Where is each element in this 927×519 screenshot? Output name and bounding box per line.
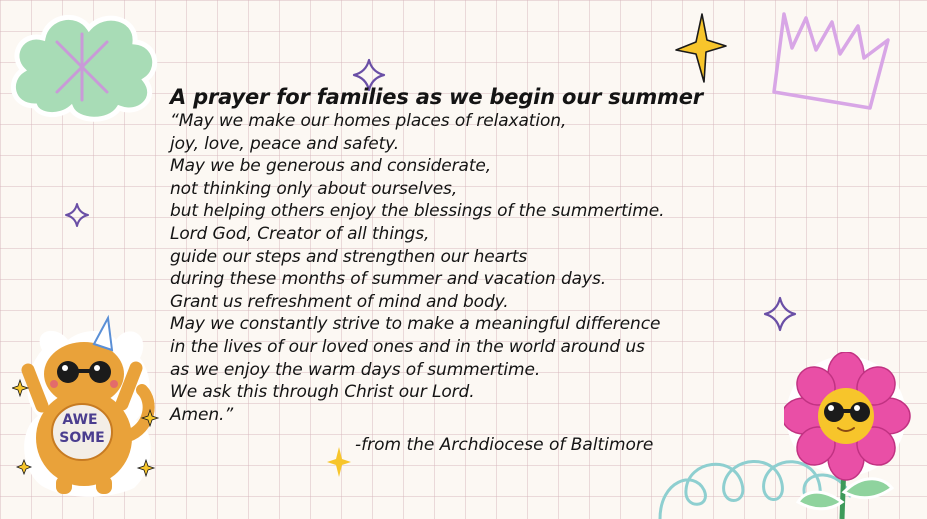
prayer-attribution: -from the Archdiocese of Baltimore xyxy=(355,435,654,455)
prayer-line: Grant us refreshment of mind and body. xyxy=(170,291,509,312)
prayer-line: guide our steps and strengthen our hearts xyxy=(170,246,528,267)
prayer-line: May we be generous and considerate, xyxy=(170,156,492,177)
prayer-line: We ask this through Christ our Lord. xyxy=(170,382,475,403)
awesome-cat-sticker xyxy=(12,310,162,500)
prayer-line: not thinking only about ourselves, xyxy=(170,178,458,199)
prayer-lines xyxy=(170,110,770,426)
prayer-line: Amen.” xyxy=(170,404,234,425)
awesome-badge-line1: AWE xyxy=(62,412,98,428)
yellow-star-icon xyxy=(672,12,728,84)
prayer-line: “May we make our homes places of relaxation, xyxy=(170,111,567,131)
awesome-badge-line2: SOME xyxy=(59,430,105,446)
prayer-line: May we constantly strive to make a meaningful difference xyxy=(170,314,661,335)
prayer-line: in the lives of our loved ones and in the world around us xyxy=(170,336,645,357)
prayer-line: during these months of summer and vacation days. xyxy=(170,269,607,290)
prayer-line: as we enjoy the warm days of summertime. xyxy=(170,359,541,380)
prayer-line: but helping others enjoy the blessings of the summertime. xyxy=(170,201,665,222)
prayer-line: Lord God, Creator of all things, xyxy=(170,223,430,244)
small-yellow-star-icon xyxy=(326,446,352,478)
small-sparkle-icon xyxy=(64,202,90,228)
crown-doodle-icon xyxy=(766,8,896,114)
prayer-title: A prayer for families as we begin our summer xyxy=(170,85,703,109)
prayer-block xyxy=(170,84,770,426)
prayer-line: joy, love, peace and safety. xyxy=(170,133,400,154)
flower-sticker xyxy=(784,352,924,519)
mint-cloud-sticker xyxy=(5,8,165,126)
